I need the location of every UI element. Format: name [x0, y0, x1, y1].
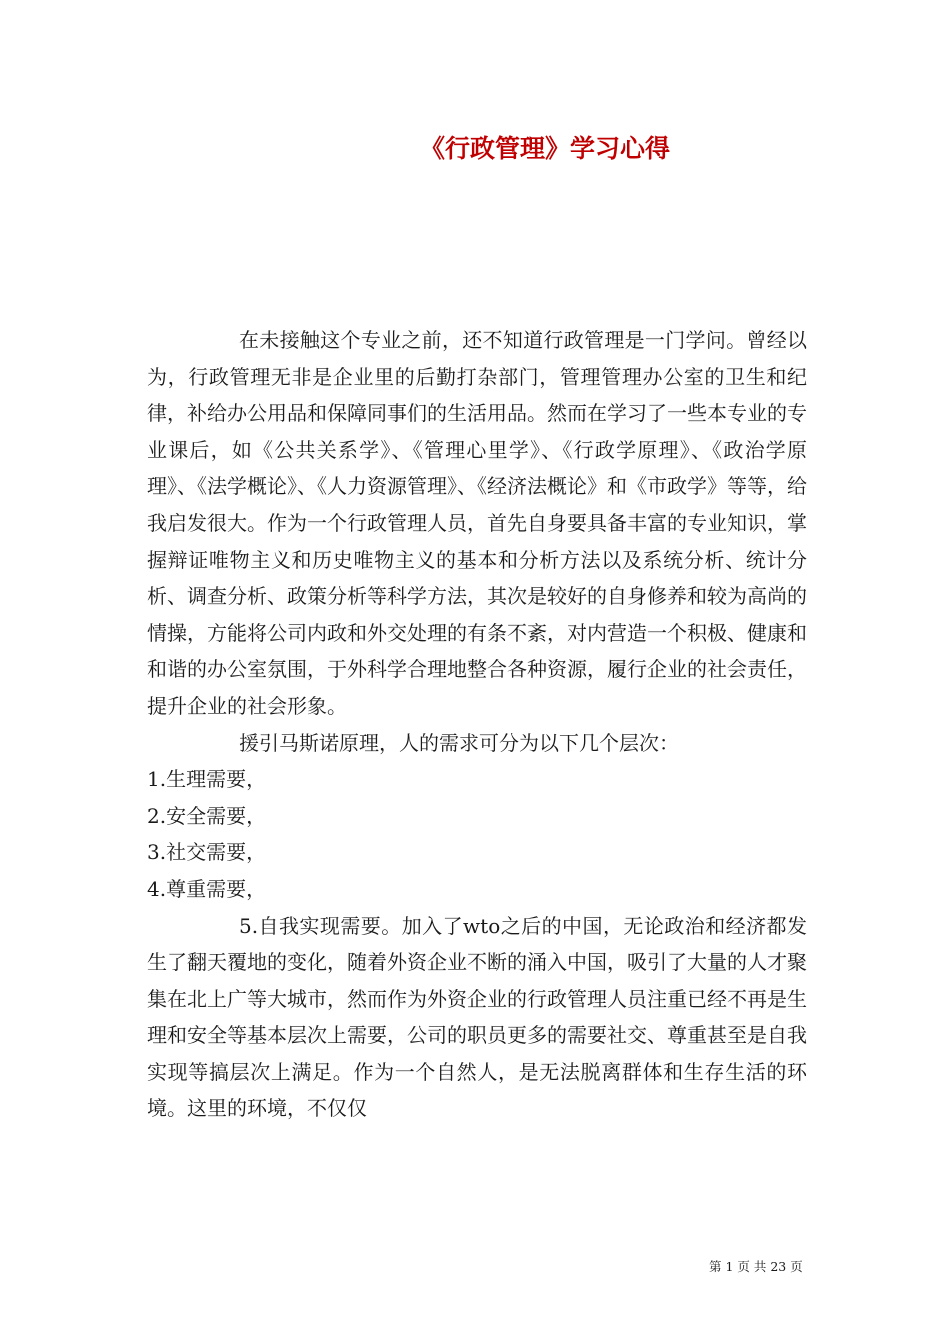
list-item: 4.尊重需要， — [147, 876, 267, 901]
list-item: 1.生理需要， — [147, 767, 267, 792]
paragraph: 援引马斯诺原理，人的需求可分为以下几个层次： — [239, 730, 679, 755]
page-number-footer: 第 1 页 共 23 页 — [709, 1259, 803, 1274]
document-body — [147, 322, 807, 1127]
document-title: 《行政管理》学习心得 — [419, 134, 670, 163]
paragraph: 5.自我实现需要。加入了wto之后的中国，无论政治和经济都发生了翻天覆地的变化，随着外资企业不断的涌入中国，吸引了大量的人才聚集在北上广等大城市，然而作为外资企业的行政管理人员注重已经不再是生理和安全等基本层次上需要，公司的职员更多的需要社交、尊重甚至是自我实现等搞层次上满足。作为一个自然人，是无法脱离群体和生存生活的环境。这里的环境，不仅仅 — [147, 913, 807, 1121]
list-item: 3.社交需要， — [147, 840, 267, 865]
paragraph: 在未接触这个专业之前，还不知道行政管理是一门学问。曾经以为，行政管理无非是企业里的后勤打杂部门，管理管理办公室的卫生和纪律，补给办公用品和保障同事们的生活用品。然而在学习了一些本专业的专业课后，如《公共关系学》、《管理心里学》、《行政学原理》、《政治学原理》、《法学概论》、《人力资源管理》、《经济法概论》和《市政学》等等，给我启发很大。作为一个行政管理人员，首先自身要具备丰富的专业知识，掌握辩证唯物主义和历史唯物主义的基本和分析方法以及系统分析、统计分析、调查分析、政策分析等科学方法，其次是较好的自身修养和较为高尚的情操，方能将公司内政和外交处理的有条不紊，对内营造一个积极、健康和和谐的办公室氛围，于外科学合理地整合各种资源，履行企业的社会责任，提升企业的社会形象。 — [147, 328, 807, 718]
list-item: 2.安全需要， — [147, 803, 267, 828]
